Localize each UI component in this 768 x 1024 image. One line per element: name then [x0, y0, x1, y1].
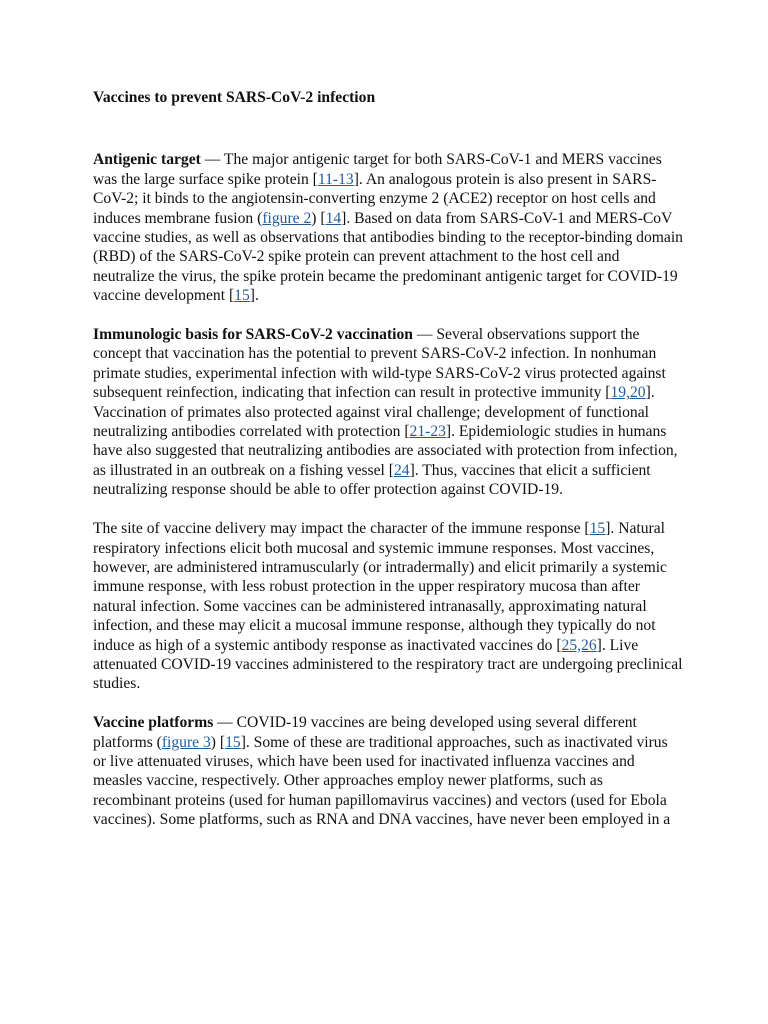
- body-text: ]. Natural respiratory infections elicit both mucosal and systemic immune responses. Most vaccines, however, are administered intramuscularly (or intradermally) and elicit primarily a systemic immune response, with less robust protection in the upper respiratory mucosa than after natural infection. Some vaccines can be administered intranasally, approximating natural infection, and these may elicit a mucosal immune response, although they typically do not induce as high of a systemic antibody response as inactivated vaccines do [: [93, 520, 667, 654]
- document-page: [93, 88, 683, 849]
- document-title: Vaccines to prevent SARS-CoV-2 infection: [93, 89, 376, 106]
- paragraph: [93, 519, 683, 694]
- body-text: ]. Based on data from SARS-CoV-1 and MERS-CoV vaccine studies, as well as observations that antibodies binding to the receptor-binding domain (RBD) of the SARS-CoV-2 spike protein can prevent attachment to the host cell and neutralize the virus, the spike protein became the predominant antigenic target for COVID-19 vaccine development [: [93, 209, 683, 305]
- body-text: ) [: [311, 209, 326, 227]
- paragraph-heading: Vaccine platforms: [93, 714, 214, 732]
- reference-link[interactable]: 19,20: [610, 384, 646, 402]
- body-text: — COVID-19 vaccines are being developed using several different platforms (: [93, 714, 637, 751]
- reference-link[interactable]: 21-23: [409, 423, 446, 441]
- paragraph: [93, 713, 683, 829]
- reference-link[interactable]: figure 2: [262, 209, 312, 227]
- paragraph: [93, 325, 683, 500]
- reference-link[interactable]: figure 3: [161, 733, 211, 751]
- reference-link[interactable]: 15: [589, 520, 606, 538]
- paragraph-heading: Immunologic basis for SARS-CoV-2 vaccination: [93, 326, 413, 344]
- body-text: ) [: [210, 733, 226, 751]
- document-body: [93, 150, 683, 829]
- body-text: ]. Epidemiologic studies in humans have also suggested that neutralizing antibodies are associated with protection from infection, as illustrated in an outbreak on a fishing vessel [: [93, 423, 678, 479]
- reference-link[interactable]: 24: [393, 461, 410, 479]
- reference-link[interactable]: 15: [225, 733, 241, 751]
- body-text: The site of vaccine delivery may impact the character of the immune response [: [93, 520, 590, 538]
- body-text: ]. Some of these are traditional approaches, such as inactivated virus or live attenuated viruses, which have been used for inactivated influenza vaccines and measles vaccine, respectively. Other approaches employ newer platforms, such as recombinant proteins (used for human papillomavirus vaccines) and vectors (used for Ebola vaccines). Some platforms, such as RNA and DNA vaccines, have never been employed in a: [93, 733, 671, 829]
- body-text: ]. An analogous protein is also present in SARS-CoV-2; it binds to the angiotensin-converting enzyme 2 (ACE2) receptor on host cells and induces membrane fusion (: [93, 170, 657, 227]
- body-text: — The major antigenic target for both SARS-CoV-1 and MERS vaccines was the large surface spike protein [: [93, 151, 662, 188]
- body-text: ]. Live attenuated COVID-19 vaccines administered to the respiratory tract are undergoing preclinical studies.: [93, 636, 683, 693]
- paragraph-heading: Antigenic target: [93, 151, 201, 169]
- reference-link[interactable]: 11-13: [317, 170, 354, 188]
- body-text: — Several observations support the concept that vaccination has the potential to prevent SARS-CoV-2 infection. In nonhuman primate studies, experimental infection with wild-type SARS-CoV-2 virus protected against subsequent reinfection, indicating that infection can result in protective immunity [: [93, 326, 666, 402]
- reference-link[interactable]: 25,26: [561, 636, 597, 654]
- body-text: ]. Thus, vaccines that elicit a sufficient neutralizing response should be able to offer protection against COVID-19.: [93, 461, 651, 499]
- body-text: ].: [249, 287, 259, 305]
- paragraph: [93, 150, 683, 305]
- reference-link[interactable]: 14: [325, 209, 342, 227]
- reference-link[interactable]: 15: [234, 287, 250, 305]
- body-text: ]. Vaccination of primates also protected against viral challenge; development of functional neutralizing antibodies correlated with protection [: [93, 384, 655, 441]
